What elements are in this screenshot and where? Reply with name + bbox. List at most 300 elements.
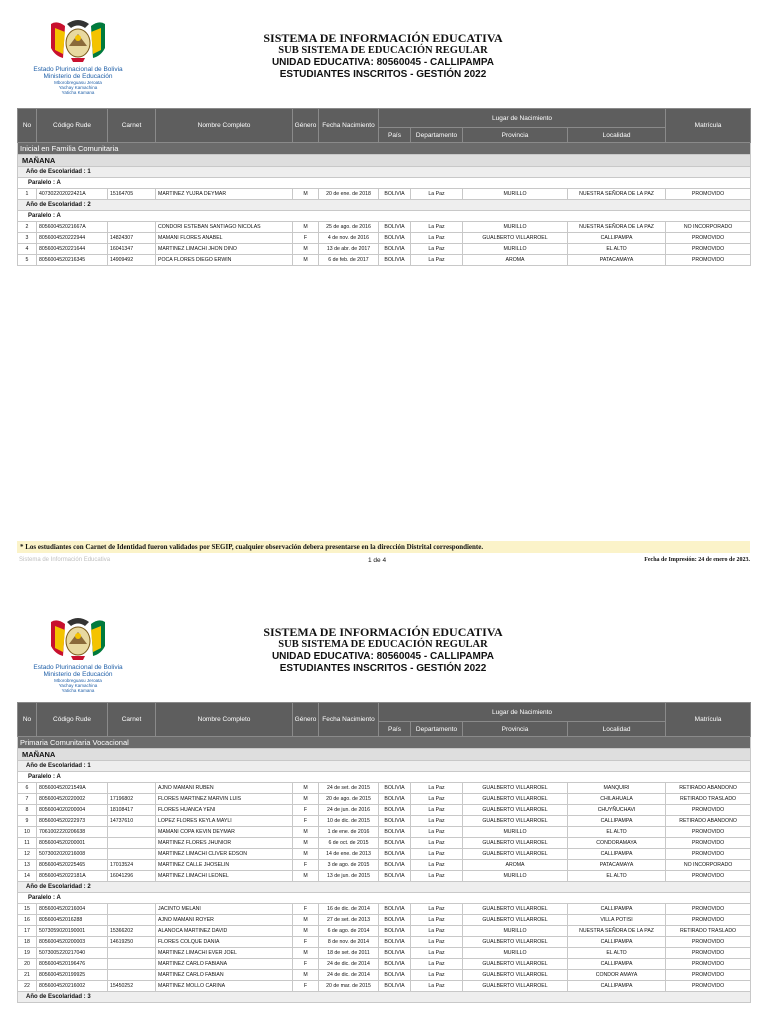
cell-provincia: GUALBERTO VILLARROEL bbox=[463, 970, 568, 981]
level-label: Primaria Comunitaria Vocacional bbox=[18, 737, 751, 749]
cell-nombre: MARTINEZ LIMACHI JHON DINO bbox=[156, 244, 293, 255]
bolivia-coat-of-arms-icon bbox=[47, 616, 109, 662]
student-row bbox=[18, 948, 751, 959]
cell-fecha: 13 de abr. de 2017 bbox=[319, 244, 379, 255]
cell-depto: La Paz bbox=[411, 948, 463, 959]
cell-localidad: VILLA POTISI bbox=[568, 915, 666, 926]
report-title: SISTEMA DE INFORMACIÓN EDUCATIVA bbox=[263, 31, 503, 45]
footer-system-name: Sistema de Información Educativa bbox=[19, 557, 111, 563]
cell-matricula: PROMOVIDO bbox=[666, 838, 751, 849]
cell-genero: M bbox=[293, 827, 319, 838]
level-label: Inicial en Familia Comunitaria bbox=[18, 143, 751, 155]
cell-provincia: MURILLO bbox=[463, 189, 568, 200]
cell-rude: 7061002220206638 bbox=[37, 827, 108, 838]
cell-nombre: MARTINEZ LIMACHI LEONEL bbox=[156, 871, 293, 882]
student-row bbox=[18, 233, 751, 244]
cell-matricula: PROMOVIDO bbox=[666, 255, 751, 266]
cell-fecha: 27 de set. de 2013 bbox=[319, 915, 379, 926]
student-row bbox=[18, 783, 751, 794]
cell-pais: BOLIVIA bbox=[379, 794, 411, 805]
student-row bbox=[18, 860, 751, 871]
cell-nombre: MARTINEZ CARLO FABIAN bbox=[156, 970, 293, 981]
cell-matricula: PROMOVIDO bbox=[666, 948, 751, 959]
logo-motto-1: Mborobreguasu Jeroata bbox=[54, 678, 102, 683]
cell-fecha: 10 de dic. de 2015 bbox=[319, 816, 379, 827]
section-label: Paralelo : A bbox=[18, 178, 751, 189]
cell-rude: 8056004520200003 bbox=[37, 937, 108, 948]
cell-matricula: PROMOVIDO bbox=[666, 849, 751, 860]
student-row bbox=[18, 222, 751, 233]
cell-rude: 8056004020200004 bbox=[37, 805, 108, 816]
cell-provincia: GUALBERTO VILLARROEL bbox=[463, 904, 568, 915]
cell-carnet: 17013524 bbox=[108, 860, 156, 871]
cell-no: 6 bbox=[18, 783, 37, 794]
cell-pais: BOLIVIA bbox=[379, 970, 411, 981]
cell-depto: La Paz bbox=[411, 244, 463, 255]
col-header-nombre: Nombre Completo bbox=[156, 109, 293, 143]
cell-carnet: 14737610 bbox=[108, 816, 156, 827]
cell-no: 21 bbox=[18, 970, 37, 981]
cell-rude: 8056004520222973 bbox=[37, 816, 108, 827]
cell-nombre: MAMANI FLORES ANABEL bbox=[156, 233, 293, 244]
logo-motto-3: Yaticha Kamana bbox=[61, 90, 95, 95]
cell-depto: La Paz bbox=[411, 981, 463, 992]
cell-rude: 805600452022181A bbox=[37, 871, 108, 882]
cell-carnet: 16041296 bbox=[108, 871, 156, 882]
cell-carnet: 17196802 bbox=[108, 794, 156, 805]
col-header-fecha: Fecha Nacimiento bbox=[319, 109, 379, 143]
cell-fecha: 14 de ene. de 2013 bbox=[319, 849, 379, 860]
col-header-no: No bbox=[18, 109, 37, 143]
cell-no: 16 bbox=[18, 915, 37, 926]
cell-rude: 805600452016288 bbox=[37, 915, 108, 926]
cell-localidad: PATACAMAYA bbox=[568, 255, 666, 266]
col-header-genero: Género bbox=[293, 703, 319, 737]
cell-pais: BOLIVIA bbox=[379, 816, 411, 827]
report-subtitle: SUB SISTEMA DE EDUCACIÓN REGULAR bbox=[278, 45, 488, 56]
col-header-pais: País bbox=[379, 128, 411, 143]
cell-carnet bbox=[108, 904, 156, 915]
grade-label: Año de Escolaridad : 3 bbox=[18, 992, 751, 1003]
col-header-matricula: Matrícula bbox=[666, 109, 751, 143]
col-header-depto: Departamento bbox=[411, 128, 463, 143]
footer-page-number: 1 de 4 bbox=[368, 557, 387, 564]
cell-genero: M bbox=[293, 244, 319, 255]
cell-localidad: NUESTRA SEÑORA DE LA PAZ bbox=[568, 189, 666, 200]
cell-provincia: MURILLO bbox=[463, 222, 568, 233]
cell-fecha: 6 de ago. de 2014 bbox=[319, 926, 379, 937]
cell-genero: F bbox=[293, 233, 319, 244]
cell-genero: M bbox=[293, 970, 319, 981]
cell-depto: La Paz bbox=[411, 838, 463, 849]
cell-no: 15 bbox=[18, 904, 37, 915]
cell-nombre: JACINTO MELANI bbox=[156, 904, 293, 915]
col-header-genero: Género bbox=[293, 109, 319, 143]
cell-genero: M bbox=[293, 838, 319, 849]
cell-genero: F bbox=[293, 937, 319, 948]
cell-pais: BOLIVIA bbox=[379, 915, 411, 926]
cell-pais: BOLIVIA bbox=[379, 827, 411, 838]
cell-depto: La Paz bbox=[411, 937, 463, 948]
cell-rude: 8056004520221644 bbox=[37, 244, 108, 255]
cell-depto: La Paz bbox=[411, 849, 463, 860]
cell-pais: BOLIVIA bbox=[379, 959, 411, 970]
report-header bbox=[160, 31, 606, 81]
cell-nombre: MARTINEZ YUJRA DEYMAR bbox=[156, 189, 293, 200]
cell-depto: La Paz bbox=[411, 222, 463, 233]
cell-pais: BOLIVIA bbox=[379, 233, 411, 244]
cell-pais: BOLIVIA bbox=[379, 244, 411, 255]
cell-genero: M bbox=[293, 222, 319, 233]
cell-nombre: FLORES MARTINEZ MARVIN LUIS bbox=[156, 794, 293, 805]
cell-rude: 407302202022421A bbox=[37, 189, 108, 200]
col-header-lugar: Lugar de Nacimiento bbox=[379, 703, 666, 722]
cell-carnet: 14619250 bbox=[108, 937, 156, 948]
cell-depto: La Paz bbox=[411, 959, 463, 970]
col-header-fecha: Fecha Nacimiento bbox=[319, 703, 379, 737]
cell-nombre: ALANOCA MARTINEZ DAVID bbox=[156, 926, 293, 937]
cell-genero: M bbox=[293, 255, 319, 266]
report-page-2 bbox=[0, 598, 768, 1024]
cell-carnet: 18108417 bbox=[108, 805, 156, 816]
cell-carnet: 14909492 bbox=[108, 255, 156, 266]
cell-carnet bbox=[108, 948, 156, 959]
cell-fecha: 18 de set. de 2011 bbox=[319, 948, 379, 959]
cell-no: 5 bbox=[18, 255, 37, 266]
cell-fecha: 25 de ago. de 2016 bbox=[319, 222, 379, 233]
cell-no: 22 bbox=[18, 981, 37, 992]
cell-provincia: GUALBERTO VILLARROEL bbox=[463, 783, 568, 794]
cell-depto: La Paz bbox=[411, 904, 463, 915]
cell-fecha: 8 de nov. de 2014 bbox=[319, 937, 379, 948]
cell-carnet bbox=[108, 222, 156, 233]
student-row bbox=[18, 827, 751, 838]
cell-localidad: CALLIPAMPA bbox=[568, 959, 666, 970]
cell-carnet: 16041347 bbox=[108, 244, 156, 255]
cell-nombre: FLORES HUANCA YENI bbox=[156, 805, 293, 816]
student-row bbox=[18, 871, 751, 882]
cell-pais: BOLIVIA bbox=[379, 838, 411, 849]
cell-fecha: 4 de nov. de 2016 bbox=[319, 233, 379, 244]
student-row bbox=[18, 189, 751, 200]
cell-localidad: CALLIPAMPA bbox=[568, 937, 666, 948]
cell-localidad: NUESTRA SEÑORA DE LA PAZ bbox=[568, 222, 666, 233]
cell-no: 19 bbox=[18, 948, 37, 959]
cell-rude: 805600452021667A bbox=[37, 222, 108, 233]
student-row bbox=[18, 904, 751, 915]
cell-depto: La Paz bbox=[411, 860, 463, 871]
cell-matricula: NO INCORPORADO bbox=[666, 222, 751, 233]
cell-nombre: LOPEZ FLORES KEYLA MAYLI bbox=[156, 816, 293, 827]
cell-no: 12 bbox=[18, 849, 37, 860]
cell-provincia: MURILLO bbox=[463, 948, 568, 959]
student-row bbox=[18, 794, 751, 805]
student-row bbox=[18, 981, 751, 992]
cell-genero: M bbox=[293, 189, 319, 200]
cell-rude: 805600452021549A bbox=[37, 783, 108, 794]
cell-localidad: CHILAHUALA bbox=[568, 794, 666, 805]
cell-carnet bbox=[108, 838, 156, 849]
cell-genero: M bbox=[293, 926, 319, 937]
cell-no: 11 bbox=[18, 838, 37, 849]
cell-rude: 5073005220217040 bbox=[37, 948, 108, 959]
ministry-logo bbox=[22, 616, 134, 693]
cell-no: 9 bbox=[18, 816, 37, 827]
col-header-lugar: Lugar de Nacimiento bbox=[379, 109, 666, 128]
grade-label: Año de Escolaridad : 1 bbox=[18, 761, 751, 772]
cell-pais: BOLIVIA bbox=[379, 849, 411, 860]
cell-no: 3 bbox=[18, 233, 37, 244]
cell-pais: BOLIVIA bbox=[379, 981, 411, 992]
cell-localidad: EL ALTO bbox=[568, 871, 666, 882]
turno-label: MAÑANA bbox=[18, 155, 751, 167]
cell-pais: BOLIVIA bbox=[379, 783, 411, 794]
students-table-page-2 bbox=[17, 702, 751, 1003]
cell-rude: 8056004520216345 bbox=[37, 255, 108, 266]
cell-provincia: AROMA bbox=[463, 860, 568, 871]
cell-provincia: GUALBERTO VILLARROEL bbox=[463, 794, 568, 805]
col-header-nombre: Nombre Completo bbox=[156, 703, 293, 737]
cell-fecha: 13 de jun. de 2015 bbox=[319, 871, 379, 882]
cell-provincia: GUALBERTO VILLARROEL bbox=[463, 805, 568, 816]
cell-provincia: MURILLO bbox=[463, 244, 568, 255]
cell-provincia: AROMA bbox=[463, 255, 568, 266]
cell-nombre: AJNO MAMANI RUBEN bbox=[156, 783, 293, 794]
cell-matricula: PROMOVIDO bbox=[666, 233, 751, 244]
cell-matricula: PROMOVIDO bbox=[666, 970, 751, 981]
cell-localidad: CONDOR AMAYA bbox=[568, 970, 666, 981]
cell-matricula: PROMOVIDO bbox=[666, 904, 751, 915]
cell-matricula: RETIRADO ABANDONO bbox=[666, 783, 751, 794]
logo-motto-2: Yachay Kamachina bbox=[58, 85, 98, 90]
cell-nombre: AJNO MAMANI ROYER bbox=[156, 915, 293, 926]
cell-localidad: CALLIPAMPA bbox=[568, 816, 666, 827]
cell-fecha: 20 de mar. de 2015 bbox=[319, 981, 379, 992]
cell-genero: F bbox=[293, 981, 319, 992]
cell-matricula: PROMOVIDO bbox=[666, 805, 751, 816]
cell-matricula: PROMOVIDO bbox=[666, 189, 751, 200]
section-label: Paralelo : A bbox=[18, 893, 751, 904]
logo-motto-2: Yachay Kamachina bbox=[58, 683, 98, 688]
cell-pais: BOLIVIA bbox=[379, 926, 411, 937]
cell-pais: BOLIVIA bbox=[379, 948, 411, 959]
student-row bbox=[18, 816, 751, 827]
cell-depto: La Paz bbox=[411, 926, 463, 937]
cell-nombre: MARTINEZ MOLLO CARINA bbox=[156, 981, 293, 992]
cell-nombre: MAMANI COPA KEVIN DEYMAR bbox=[156, 827, 293, 838]
cell-genero: F bbox=[293, 816, 319, 827]
student-row bbox=[18, 926, 751, 937]
report-title: SISTEMA DE INFORMACIÓN EDUCATIVA bbox=[263, 625, 503, 639]
cell-carnet: 15366202 bbox=[108, 926, 156, 937]
col-header-rude: Código Rude bbox=[37, 109, 108, 143]
cell-depto: La Paz bbox=[411, 816, 463, 827]
student-row bbox=[18, 970, 751, 981]
cell-no: 7 bbox=[18, 794, 37, 805]
school-unit: UNIDAD EDUCATIVA: 80560045 - CALLIPAMPA bbox=[271, 57, 495, 68]
col-header-pais: País bbox=[379, 722, 411, 737]
cell-provincia: GUALBERTO VILLARROEL bbox=[463, 233, 568, 244]
cell-depto: La Paz bbox=[411, 871, 463, 882]
report-header bbox=[160, 625, 606, 675]
cell-depto: La Paz bbox=[411, 783, 463, 794]
cell-depto: La Paz bbox=[411, 233, 463, 244]
cell-genero: F bbox=[293, 860, 319, 871]
logo-state-name: Estado Plurinacional de Bolivia bbox=[33, 66, 123, 73]
cell-carnet bbox=[108, 827, 156, 838]
cell-fecha: 6 de feb. de 2017 bbox=[319, 255, 379, 266]
cell-nombre: POCA FLORES DIEGO ERWIN bbox=[156, 255, 293, 266]
col-header-provincia: Provincia bbox=[463, 722, 568, 737]
cell-genero: F bbox=[293, 805, 319, 816]
cell-provincia: GUALBERTO VILLARROEL bbox=[463, 838, 568, 849]
cell-pais: BOLIVIA bbox=[379, 871, 411, 882]
report-subtitle: SUB SISTEMA DE EDUCACIÓN REGULAR bbox=[278, 639, 488, 650]
cell-rude: 8056004520222944 bbox=[37, 233, 108, 244]
cell-fecha: 6 de oct. de 2015 bbox=[319, 838, 379, 849]
cell-localidad: CALLIPAMPA bbox=[568, 981, 666, 992]
cell-localidad: NUESTRA SEÑORA DE LA PAZ bbox=[568, 926, 666, 937]
cell-no: 1 bbox=[18, 189, 37, 200]
cell-provincia: GUALBERTO VILLARROEL bbox=[463, 959, 568, 970]
cell-provincia: GUALBERTO VILLARROEL bbox=[463, 981, 568, 992]
bolivia-coat-of-arms-icon bbox=[47, 18, 109, 64]
col-header-localidad: Localidad bbox=[568, 128, 666, 143]
cell-matricula: RETIRADO TRASLADO bbox=[666, 794, 751, 805]
student-row bbox=[18, 244, 751, 255]
logo-motto-3: Yaticha Kamana bbox=[61, 688, 95, 693]
cell-genero: F bbox=[293, 959, 319, 970]
student-row bbox=[18, 915, 751, 926]
cell-fecha: 24 de dic. de 2014 bbox=[319, 959, 379, 970]
report-name: ESTUDIANTES INSCRITOS - GESTIÓN 2022 bbox=[279, 69, 487, 80]
segip-note: * Los estudiantes con Carnet de Identidad fueron validados por SEGIP, cualquier observación debera presentarse en la dirección Distrital correspondiente. bbox=[17, 541, 750, 553]
report-name: ESTUDIANTES INSCRITOS - GESTIÓN 2022 bbox=[279, 663, 487, 674]
col-header-carnet: Carnet bbox=[108, 703, 156, 737]
cell-localidad: CALLIPAMPA bbox=[568, 904, 666, 915]
col-header-rude: Código Rude bbox=[37, 703, 108, 737]
cell-provincia: GUALBERTO VILLARROEL bbox=[463, 816, 568, 827]
cell-fecha: 24 de set. de 2015 bbox=[319, 783, 379, 794]
cell-depto: La Paz bbox=[411, 970, 463, 981]
student-row bbox=[18, 838, 751, 849]
col-header-matricula: Matrícula bbox=[666, 703, 751, 737]
cell-pais: BOLIVIA bbox=[379, 189, 411, 200]
cell-depto: La Paz bbox=[411, 189, 463, 200]
cell-provincia: GUALBERTO VILLARROEL bbox=[463, 937, 568, 948]
cell-carnet bbox=[108, 783, 156, 794]
cell-fecha: 24 de dic. de 2014 bbox=[319, 970, 379, 981]
col-header-localidad: Localidad bbox=[568, 722, 666, 737]
cell-matricula: PROMOVIDO bbox=[666, 915, 751, 926]
cell-matricula: RETIRADO TRASLADO bbox=[666, 926, 751, 937]
cell-provincia: GUALBERTO VILLARROEL bbox=[463, 915, 568, 926]
cell-localidad: CALLIPAMPA bbox=[568, 233, 666, 244]
footer-print-date: Fecha de Impresión: 24 de enero de 2023. bbox=[644, 557, 750, 563]
cell-provincia: MURILLO bbox=[463, 871, 568, 882]
cell-carnet bbox=[108, 959, 156, 970]
cell-localidad: CHUYÑUCHAVI bbox=[568, 805, 666, 816]
student-row bbox=[18, 849, 751, 860]
logo-ministry-name: Ministerio de Educación bbox=[43, 671, 113, 678]
cell-nombre: MARTINEZ LIMACHI CLIVER EDSON bbox=[156, 849, 293, 860]
cell-localidad: CALLIPAMPA bbox=[568, 849, 666, 860]
cell-pais: BOLIVIA bbox=[379, 222, 411, 233]
cell-matricula: PROMOVIDO bbox=[666, 981, 751, 992]
cell-localidad: EL ALTO bbox=[568, 948, 666, 959]
cell-no: 20 bbox=[18, 959, 37, 970]
cell-no: 4 bbox=[18, 244, 37, 255]
cell-pais: BOLIVIA bbox=[379, 255, 411, 266]
cell-nombre: MARTINEZ LIMACHI EVER JOEL bbox=[156, 948, 293, 959]
cell-nombre: MARTINEZ FLORES JHUNIOR bbox=[156, 838, 293, 849]
cell-genero: M bbox=[293, 915, 319, 926]
logo-state-name: Estado Plurinacional de Bolivia bbox=[33, 664, 123, 671]
logo-motto-1: Mborobreguasu Jeroata bbox=[54, 80, 102, 85]
cell-localidad: PATACAMAYA bbox=[568, 860, 666, 871]
cell-carnet: 15450252 bbox=[108, 981, 156, 992]
cell-provincia: MURILLO bbox=[463, 926, 568, 937]
cell-carnet: 15164705 bbox=[108, 189, 156, 200]
cell-matricula: PROMOVIDO bbox=[666, 871, 751, 882]
cell-no: 13 bbox=[18, 860, 37, 871]
cell-carnet bbox=[108, 915, 156, 926]
cell-matricula: PROMOVIDO bbox=[666, 937, 751, 948]
cell-rude: 8056004520220002 bbox=[37, 794, 108, 805]
cell-rude: 5073002020216008 bbox=[37, 849, 108, 860]
cell-depto: La Paz bbox=[411, 827, 463, 838]
cell-rude: 8056004520216002 bbox=[37, 981, 108, 992]
cell-localidad: EL ALTO bbox=[568, 827, 666, 838]
cell-nombre: MARTINEZ CALLE JHOSELIN bbox=[156, 860, 293, 871]
cell-matricula: PROMOVIDO bbox=[666, 959, 751, 970]
cell-localidad: EL ALTO bbox=[568, 244, 666, 255]
logo-ministry-name: Ministerio de Educación bbox=[43, 73, 113, 80]
cell-no: 14 bbox=[18, 871, 37, 882]
col-header-no: No bbox=[18, 703, 37, 737]
cell-rude: 8056004520196476 bbox=[37, 959, 108, 970]
cell-fecha: 20 de ago. de 2015 bbox=[319, 794, 379, 805]
cell-rude: 8056004520200001 bbox=[37, 838, 108, 849]
col-header-carnet: Carnet bbox=[108, 109, 156, 143]
cell-fecha: 24 de jun. de 2016 bbox=[319, 805, 379, 816]
student-row bbox=[18, 937, 751, 948]
col-header-provincia: Provincia bbox=[463, 128, 568, 143]
cell-depto: La Paz bbox=[411, 805, 463, 816]
cell-pais: BOLIVIA bbox=[379, 805, 411, 816]
cell-provincia: GUALBERTO VILLARROEL bbox=[463, 849, 568, 860]
cell-genero: M bbox=[293, 794, 319, 805]
cell-carnet bbox=[108, 849, 156, 860]
cell-matricula: NO INCORPORADO bbox=[666, 860, 751, 871]
cell-depto: La Paz bbox=[411, 915, 463, 926]
cell-nombre: MARTINEZ CARLO FABIANA bbox=[156, 959, 293, 970]
cell-carnet bbox=[108, 970, 156, 981]
cell-carnet: 14824307 bbox=[108, 233, 156, 244]
cell-no: 10 bbox=[18, 827, 37, 838]
cell-localidad: MANQUIRI bbox=[568, 783, 666, 794]
cell-matricula: PROMOVIDO bbox=[666, 827, 751, 838]
grade-label: Año de Escolaridad : 2 bbox=[18, 882, 751, 893]
cell-no: 8 bbox=[18, 805, 37, 816]
student-row bbox=[18, 959, 751, 970]
cell-matricula: RETIRADO ABANDONO bbox=[666, 816, 751, 827]
ministry-logo bbox=[22, 18, 134, 95]
section-label: Paralelo : A bbox=[18, 772, 751, 783]
students-table-page-1 bbox=[17, 108, 751, 266]
school-unit: UNIDAD EDUCATIVA: 80560045 - CALLIPAMPA bbox=[271, 651, 495, 662]
cell-pais: BOLIVIA bbox=[379, 937, 411, 948]
